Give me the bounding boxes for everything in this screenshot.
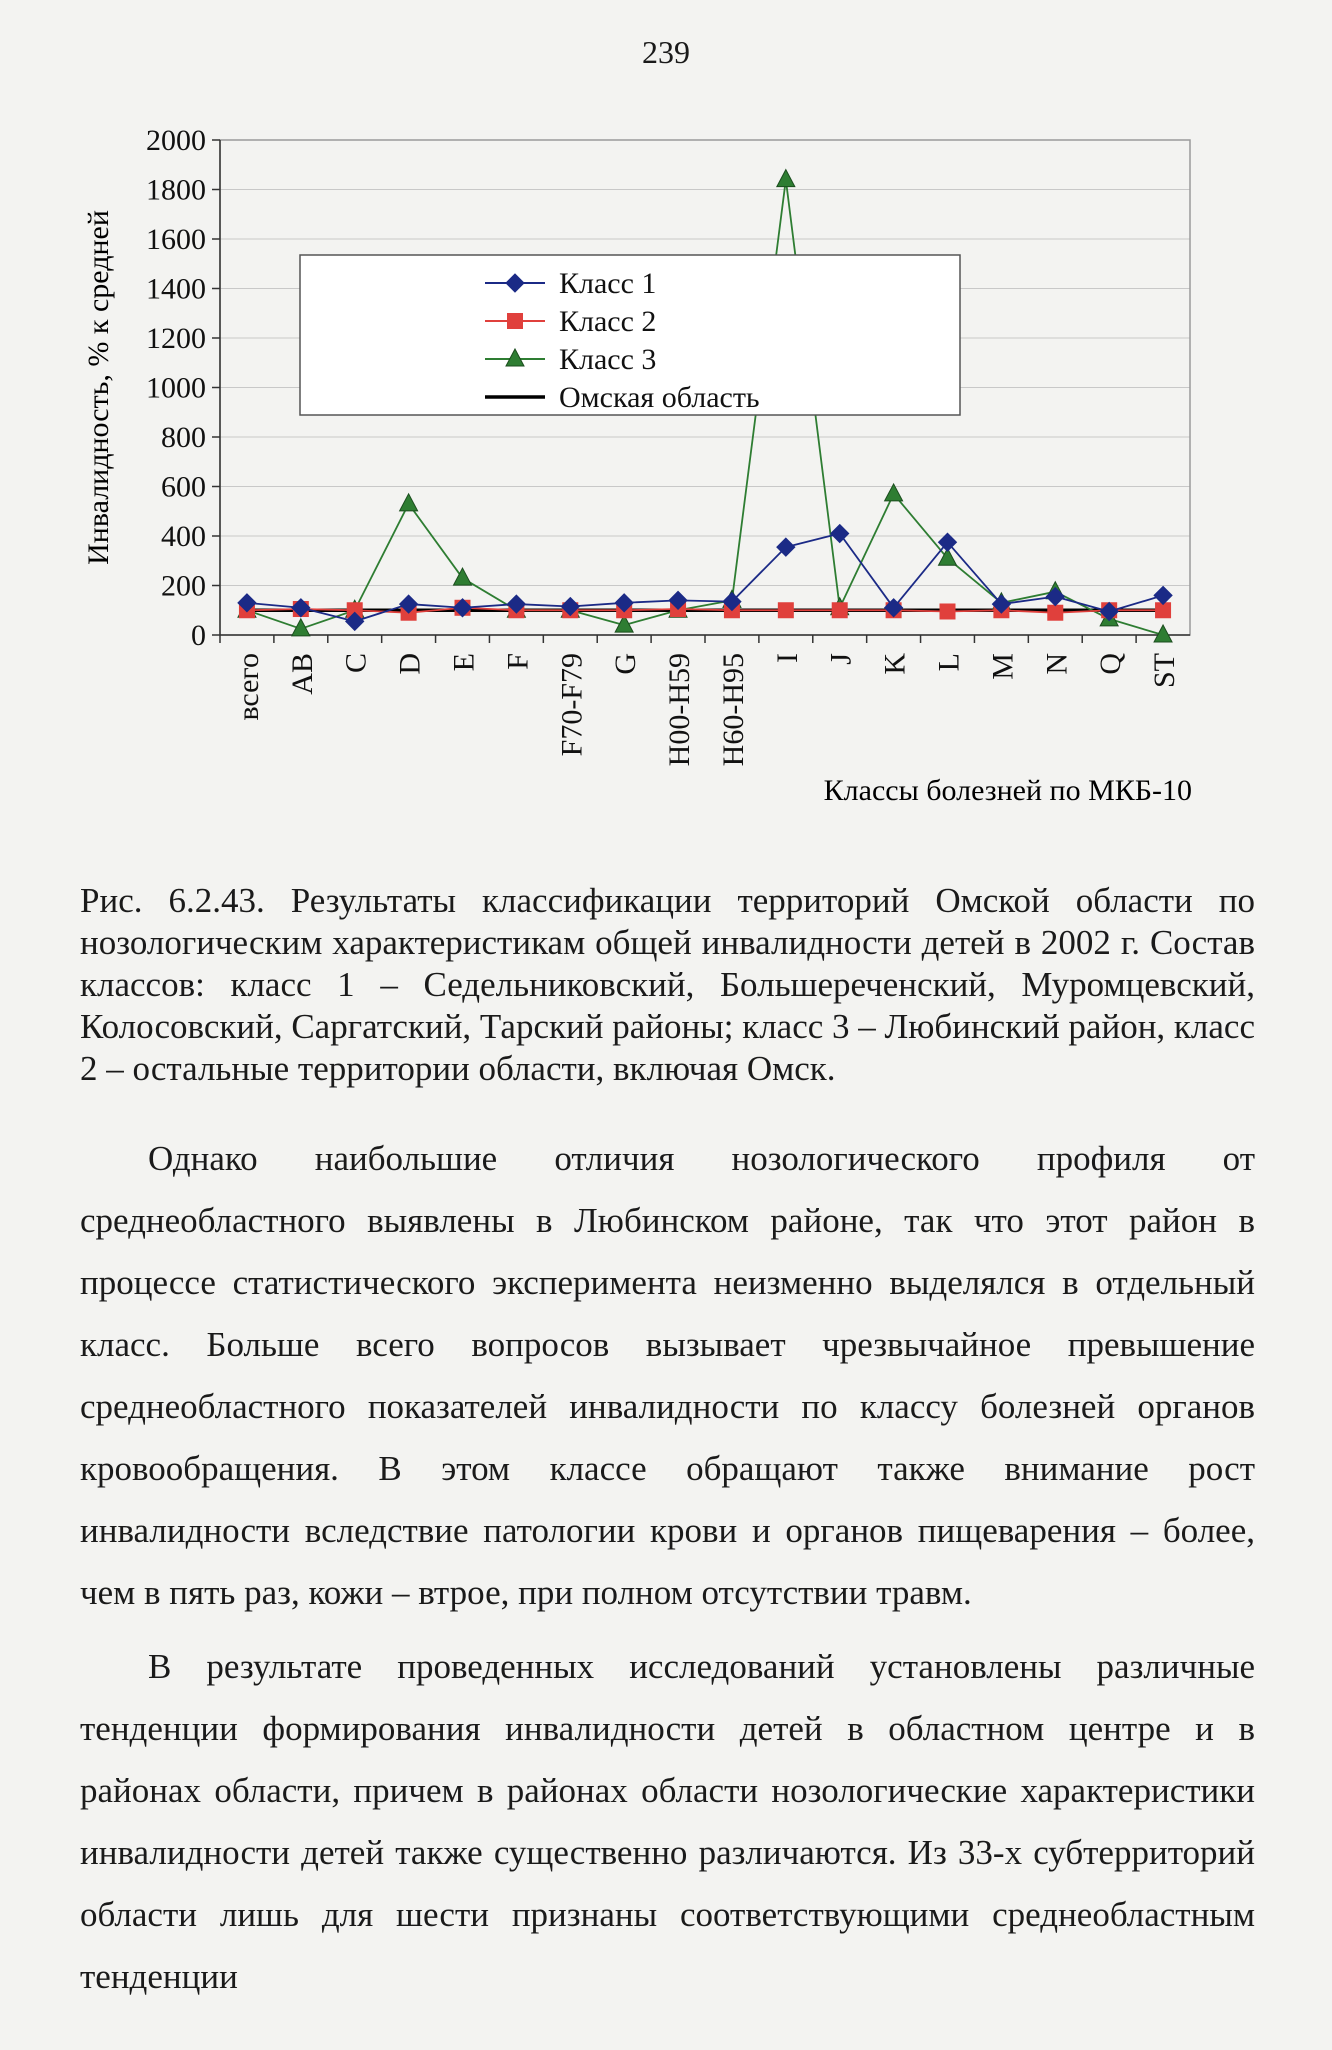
x-tick-label-E: E bbox=[447, 653, 481, 672]
series-0-point-11 bbox=[831, 525, 849, 543]
y-tick-label-1000: 1000 bbox=[146, 371, 206, 405]
figure-caption bbox=[80, 880, 1255, 1090]
series-1-point-15 bbox=[1048, 605, 1063, 620]
y-tick-label-0: 0 bbox=[191, 619, 206, 652]
legend-label-0: Класс 1 bbox=[559, 267, 657, 300]
x-tick-label-H60-H95: H60-H95 bbox=[716, 653, 750, 767]
caption-text: Рис. 6.2.43. Результаты классификации территорий Омской области по нозологическим характеристикам общей инвалидности детей в 2002 г. Состав классов: класс 1 – Седельниковский, Большереченский, Муромцевский, Колосовский, Саргатский, Тарский районы; класс 3 – Любинский район, класс 2 – остальные территории области, включая Омск. bbox=[80, 881, 1255, 1088]
y-tick-label-2000: 2000 bbox=[146, 124, 206, 157]
series-0 bbox=[238, 525, 1172, 631]
paragraph-2: В результате проведенных исследований установлены различные тенденции формирования инвалидности детей в областном центре и в районах области, причем в районах области нозологические характеристики инвалидности детей также существенно различаются. Из 33-х субтерриторий области лишь для шести признаны соответствующими среднеобластным тенденции bbox=[80, 1647, 1255, 1996]
y-tick-label-1600: 1600 bbox=[146, 223, 206, 256]
y-tick-label-200: 200 bbox=[161, 569, 206, 603]
page-number: 239 bbox=[642, 34, 690, 70]
y-tick-label-1400: 1400 bbox=[146, 272, 206, 306]
y-tick-label-600: 600 bbox=[161, 470, 206, 504]
legend-label-1: Класс 2 bbox=[559, 305, 657, 338]
series-0-point-15 bbox=[1046, 588, 1064, 606]
x-tick-label-J: J bbox=[824, 653, 858, 665]
x-tick-label-Q: Q bbox=[1094, 653, 1128, 675]
x-tick-label-H00-H59: H00-H59 bbox=[663, 653, 697, 767]
nosology-line-chart bbox=[80, 110, 1260, 850]
x-tick-label-F70-F79: F70-F79 bbox=[555, 653, 589, 757]
x-tick-label-D: D bbox=[393, 653, 427, 675]
x-tick-label-всего: всего bbox=[231, 653, 265, 721]
x-tick-label-K: K bbox=[878, 653, 912, 675]
paragraph-1: Однако наибольшие отличия нозологического профиля от среднеобластного выявлены в Любинском районе, так что этот район в процессе статистического эксперимента неизменно выделялся в отдельный класс. Больше всего вопросов вызывает чрезвычайное превышение среднеобластного показателей инвалидности по классу болезней органов кровообращения. В этом классе обращают также внимание рост инвалидности вследствие патологии крови и органов пищеварения – более, чем в пять раз, кожи – втрое, при полном отсутствии травм. bbox=[80, 1139, 1255, 1612]
x-tick-label-L: L bbox=[932, 653, 966, 672]
x-tick-label-AB: AB bbox=[285, 653, 319, 695]
series-2-point-3 bbox=[400, 494, 418, 511]
series-1-point-11 bbox=[832, 603, 847, 618]
x-tick-label-G: G bbox=[609, 653, 643, 675]
chart-legend bbox=[300, 255, 960, 415]
series-2-point-10 bbox=[777, 170, 795, 187]
y-tick-label-800: 800 bbox=[161, 421, 206, 454]
y-tick-label-1200: 1200 bbox=[146, 322, 206, 355]
series-1-point-10 bbox=[778, 603, 793, 618]
legend-marker-1 bbox=[508, 314, 523, 329]
series-0-point-17 bbox=[1154, 586, 1172, 604]
legend-label-2: Класс 3 bbox=[559, 343, 657, 376]
series-1-point-13 bbox=[940, 604, 955, 619]
y-axis-title: Инвалидность, % к средней bbox=[82, 210, 115, 565]
series-line-0 bbox=[247, 534, 1163, 622]
x-tick-label-ST: ST bbox=[1148, 653, 1182, 689]
x-tick-label-N: N bbox=[1040, 653, 1074, 675]
y-tick-labels bbox=[146, 124, 206, 652]
x-axis-title: Классы болезней по МКБ-10 bbox=[823, 774, 1192, 807]
body-text bbox=[80, 1128, 1255, 2020]
legend-label-3: Омская область bbox=[559, 381, 760, 414]
x-tick-label-F: F bbox=[501, 653, 535, 670]
x-tick-label-I: I bbox=[770, 653, 804, 663]
x-tick-labels bbox=[232, 653, 1181, 767]
x-tick-label-M: M bbox=[986, 653, 1020, 680]
y-tick-label-400: 400 bbox=[161, 520, 206, 553]
y-tick-label-1800: 1800 bbox=[146, 173, 206, 207]
x-tick-label-C: C bbox=[339, 653, 373, 674]
